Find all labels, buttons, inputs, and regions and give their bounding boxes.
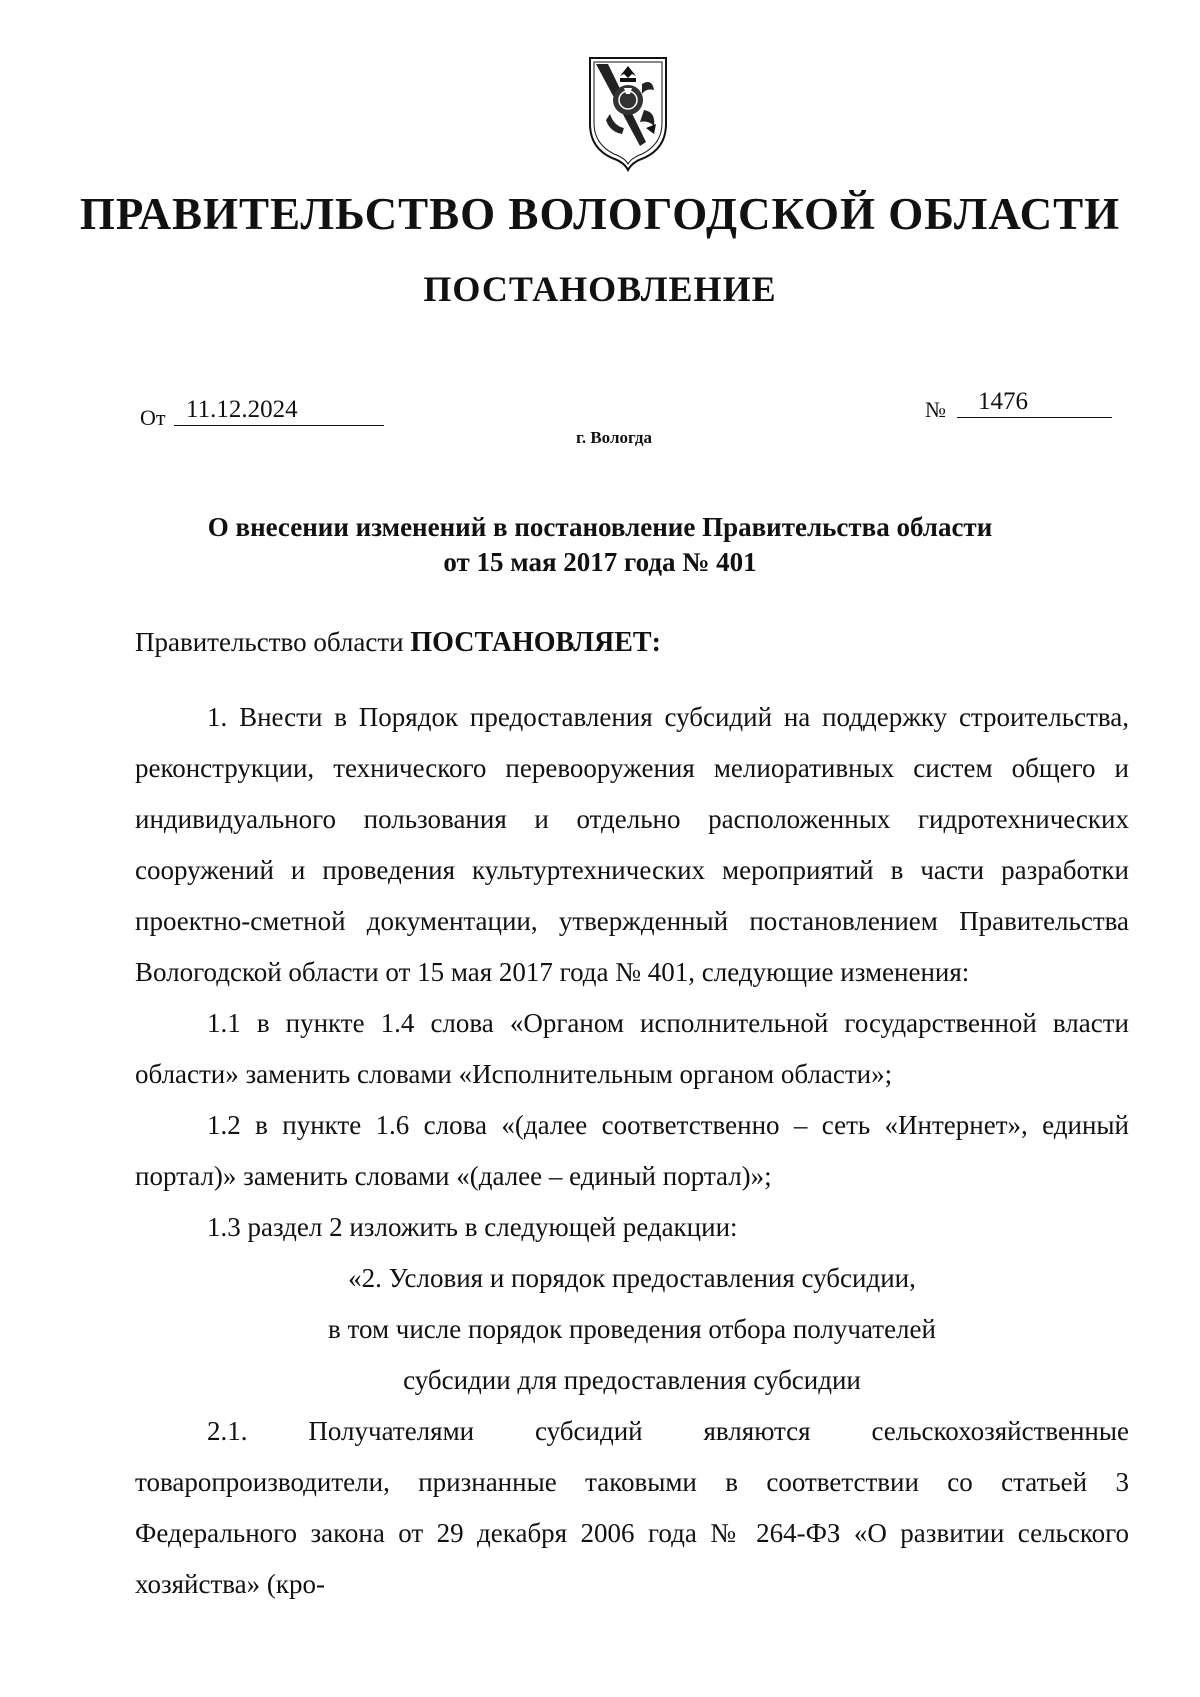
section-title-line-3: субсидии для предоставления субсидии bbox=[403, 1365, 861, 1395]
coat-of-arms-icon bbox=[584, 54, 672, 172]
paragraph-1-1: 1.1 в пункте 1.4 слова «Органом исполнительной государственной власти области» заменить словами «Исполнительным органом области»; bbox=[135, 1008, 1129, 1089]
document-type-title: ПОСТАНОВЛЕНИЕ bbox=[423, 269, 777, 309]
paragraph-1: 1. Внести в Порядок предоставления субсидий на поддержку строительства, реконструкции, технического перевооружения мелиоративных систем общего и индивидуального пользования и отдельно расположенных гидротехнических сооружений и проведения культуртехнических мероприятий в части разработки проектно-сметной документации, утвержденный постановлением Правительства Вологодской области от 15 мая 2017 года № 401, следующие изменения: bbox=[135, 702, 1129, 987]
section-title-line-1: «2. Условия и порядок предоставления субсидии, bbox=[348, 1263, 916, 1293]
document-subject bbox=[160, 510, 1040, 580]
document-number: 1476 bbox=[978, 388, 1028, 415]
subject-line-2: от 15 мая 2017 года № 401 bbox=[443, 547, 757, 577]
preamble bbox=[135, 627, 661, 659]
city-name: г. Вологда bbox=[576, 428, 652, 447]
date-label: От bbox=[140, 405, 166, 430]
paragraph-2-1: 2.1. Получателями субсидий являются сельскохозяйственные товаропроизводители, признанные таковыми в соответствии со статьей 3 Федерального закона от 29 декабря 2006 года № 264-ФЗ «О развитии сельского хозяйства» (кро- bbox=[135, 1416, 1129, 1599]
subject-line-1: О внесении изменений в постановление Правительства области bbox=[207, 512, 993, 542]
document-body bbox=[135, 692, 1129, 1610]
government-title: ПРАВИТЕЛЬСТВО ВОЛОГОДСКОЙ ОБЛАСТИ bbox=[79, 189, 1121, 239]
section-title-line-2: в том числе порядок проведения отбора получателей bbox=[328, 1314, 936, 1344]
paragraph-1-3: 1.3 раздел 2 изложить в следующей редакции: bbox=[207, 1212, 738, 1242]
preamble-verb: ПОСТАНОВЛЯЕТ: bbox=[410, 627, 661, 658]
document-date: 11.12.2024 bbox=[186, 396, 298, 423]
paragraph-1-2: 1.2 в пункте 1.6 слова «(далее соответственно – сеть «Интернет», единый портал)» заменить словами «(далее – единый портал)»; bbox=[135, 1110, 1129, 1191]
number-label: № bbox=[925, 397, 946, 422]
preamble-prefix: Правительство области bbox=[135, 627, 404, 657]
